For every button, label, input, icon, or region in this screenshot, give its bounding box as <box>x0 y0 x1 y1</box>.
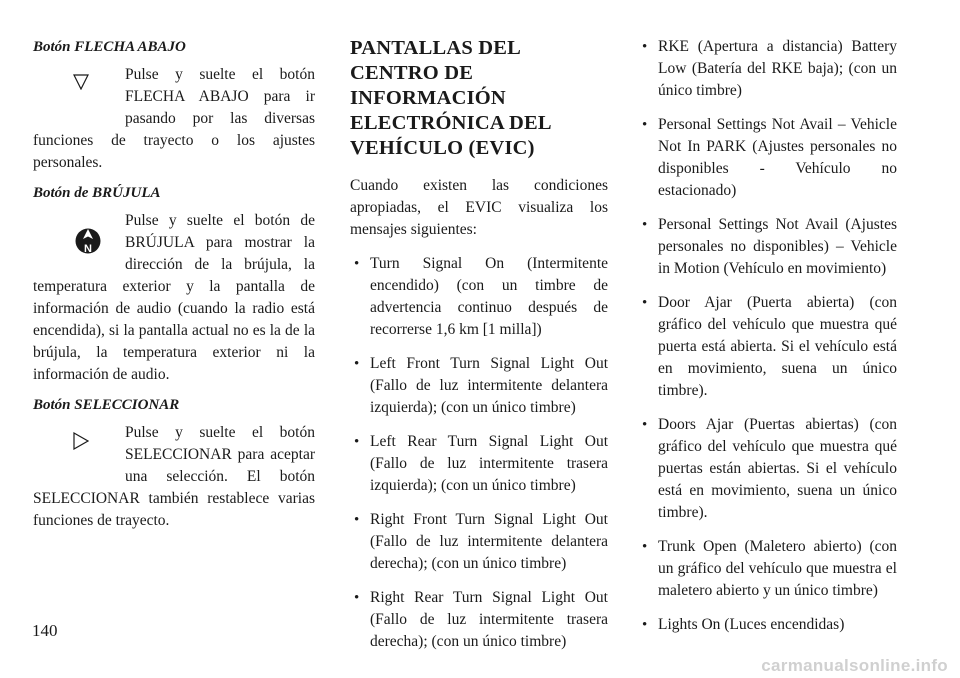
compass-icon <box>33 210 125 276</box>
bullet-icon: • <box>642 539 648 555</box>
list-item: • Trunk Open (Maletero abierto) (con un gráfico del vehículo que muestra el maletero abierto y un único timbre) <box>642 538 897 599</box>
bullet-icon: • <box>354 512 360 528</box>
list-item: • Left Rear Turn Signal Light Out (Fallo de luz intermitente trasera izquierda); (con un único timbre) <box>354 433 608 494</box>
bullet-icon: • <box>642 295 648 311</box>
bullet-icon: • <box>642 117 648 133</box>
select-arrow-icon <box>33 422 125 488</box>
compass-heading: Botón de BRÚJULA <box>33 185 161 201</box>
list-item: • Personal Settings Not Avail (Ajustes personales no disponibles) – Vehicle in Motion (Vehículo en movimiento) <box>642 216 897 277</box>
bullet-icon: • <box>642 39 648 55</box>
down-arrow-text: Pulse y suelte el botón FLECHA ABAJO para ir pasando por las diversas funciones de trayecto o los ajustes personales. <box>33 66 315 171</box>
list-item: • Lights On (Luces encendidas) <box>638 614 897 636</box>
bullet-icon: • <box>354 590 360 606</box>
select-text: Pulse y suelte el botón SELECCIONAR para aceptar una selección. El botón SELECCIONAR también restablece varias funciones de trayecto. <box>33 424 315 529</box>
list-item: • Doors Ajar (Puertas abiertas) (con gráfico del vehículo que muestra qué puertas están abiertas. Si el vehículo está en movimiento, suena un único timbre). <box>642 416 897 521</box>
list-item: • Personal Settings Not Avail – Vehicle Not In PARK (Ajustes personales no disponibles - Vehículo no estacionado) <box>642 116 897 199</box>
down-arrow-icon <box>33 64 125 130</box>
list-item: • Left Front Turn Signal Light Out (Fallo de luz intermitente delantera izquierda); (con un único timbre) <box>354 355 608 416</box>
compass-text: Pulse y suelte el botón de BRÚJULA para mostrar la dirección de la brújula, la temperatura exterior y la pantalla de información de audio (cuando la radio está encendida), si la pantalla actual no es la de la brújula, la temperatura exterior ni la información de audio. <box>33 212 315 383</box>
section-intro: Cuando existen las condiciones apropiadas, el EVIC visualiza los mensajes siguientes: <box>350 177 608 238</box>
down-arrow-block <box>33 64 315 174</box>
right-message-list <box>638 36 897 636</box>
watermark: carmanualsonline.info <box>761 656 948 675</box>
list-item: • Right Front Turn Signal Light Out (Fallo de luz intermitente delantera derecha); (con un único timbre) <box>354 511 608 572</box>
bullet-icon: • <box>354 356 360 372</box>
section-title: PANTALLAS DEL CENTRO DE INFORMACIÓN ELECTRÓNICA DEL VEHÍCULO (EVIC) <box>350 37 551 159</box>
select-heading: Botón SELECCIONAR <box>33 397 180 413</box>
page-number: 140 <box>32 621 58 640</box>
down-arrow-heading: Botón FLECHA ABAJO <box>33 39 186 55</box>
middle-message-list <box>350 253 608 653</box>
select-block <box>33 422 315 532</box>
list-item: • RKE (Apertura a distancia) Battery Low (Batería del RKE baja); (con un único timbre) <box>642 38 897 99</box>
list-item: • Right Rear Turn Signal Light Out (Fallo de luz intermitente trasera derecha); (con un único timbre) <box>354 589 608 650</box>
compass-block <box>33 210 315 386</box>
bullet-icon: • <box>354 256 360 272</box>
list-item: • Turn Signal On (Intermitente encendido) (con un timbre de advertencia continuo después de recorrerse 1,6 km [1 milla]) <box>354 255 608 338</box>
list-item: • Door Ajar (Puerta abierta) (con gráfico del vehículo que muestra qué puerta está abierta. Si el vehículo está en movimiento, suena un único timbre). <box>642 294 897 399</box>
middle-column <box>350 36 608 665</box>
bullet-icon: • <box>642 217 648 233</box>
compass-letter: N <box>84 243 92 255</box>
right-column <box>638 36 897 648</box>
bullet-icon: • <box>642 617 648 633</box>
bullet-icon: • <box>354 434 360 450</box>
bullet-icon: • <box>642 417 648 433</box>
left-column <box>33 36 315 540</box>
